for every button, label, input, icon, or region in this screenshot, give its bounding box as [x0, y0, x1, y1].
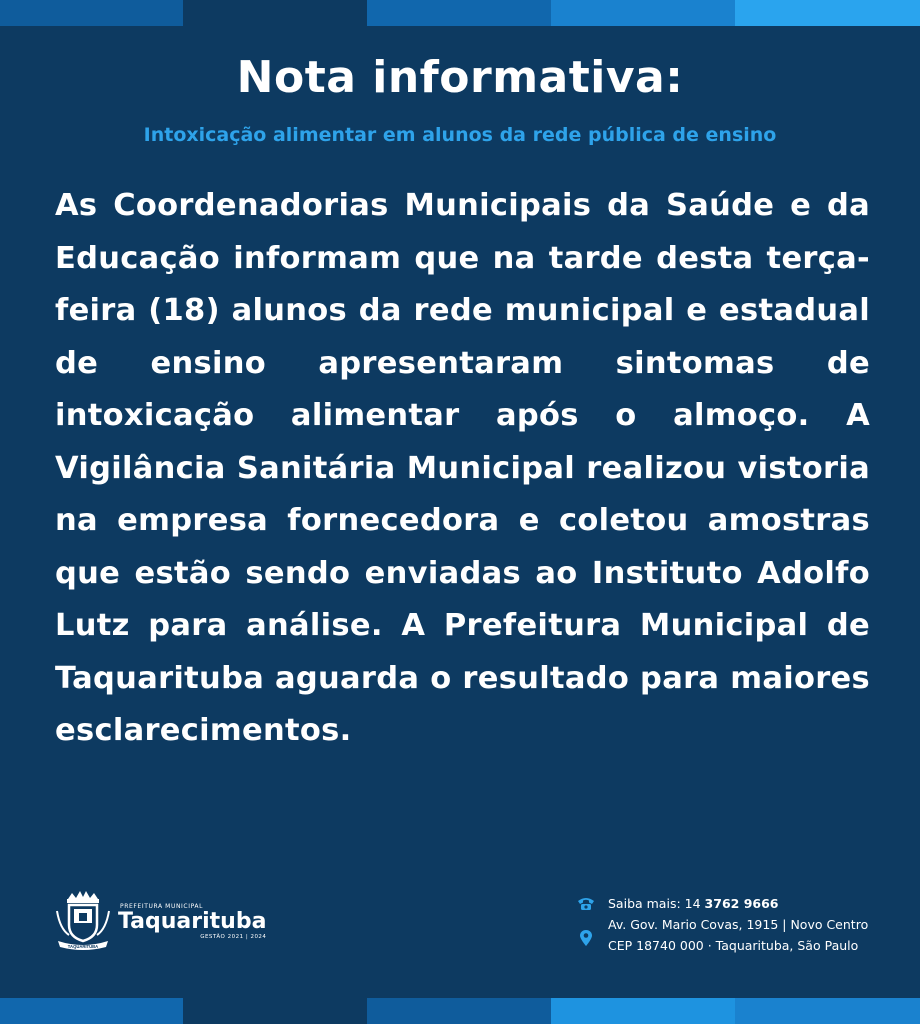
page-subtitle: Intoxicação alimentar em alunos da rede pública de ensino [143, 124, 777, 146]
contact-info [574, 893, 868, 956]
location-pin-icon [574, 929, 598, 947]
announcement-body: As Coordenadorias Municipais da Saúde e da Educação informam que na tarde desta terça-feira (18) alunos da rede municipal e estadual de ensino apresentaram sintomas de intoxicação alimentar após o almoço. A Vigilância Sanitária Municipal realizou vistoria na empresa fornecedora e coletou amostras que estão sendo enviadas ao Instituto Adolfo Lutz para análise. A Prefeitura Municipal de Taquarituba aguarda o resultado para maiores esclarecimentos. [55, 188, 870, 748]
municipal-logo [54, 888, 266, 954]
logo-gestao: GESTÃO 2021 | 2024 [200, 933, 267, 940]
address-line-1: Av. Gov. Mario Covas, 1915 | Novo Centro [608, 917, 869, 932]
phone-number: 3762 9666 [704, 896, 779, 911]
top-stripe [0, 0, 920, 26]
address-line-2: CEP 18740 000 · Taquarituba, São Paulo [608, 938, 859, 953]
logo-small-label: PREFEITURA MUNICIPAL [120, 902, 204, 910]
phone-icon [574, 896, 598, 912]
contact-address-row [574, 914, 868, 956]
crest-ribbon-text: TAQUARITUBA [67, 944, 99, 949]
page-title: Nota informativa: [236, 52, 684, 103]
coat-of-arms-icon [54, 889, 112, 953]
logo-city-name: Taquarituba [118, 908, 267, 934]
phone-label: Saiba mais: 14 [608, 896, 701, 911]
bottom-stripe [0, 998, 920, 1024]
contact-phone-row [574, 893, 868, 914]
